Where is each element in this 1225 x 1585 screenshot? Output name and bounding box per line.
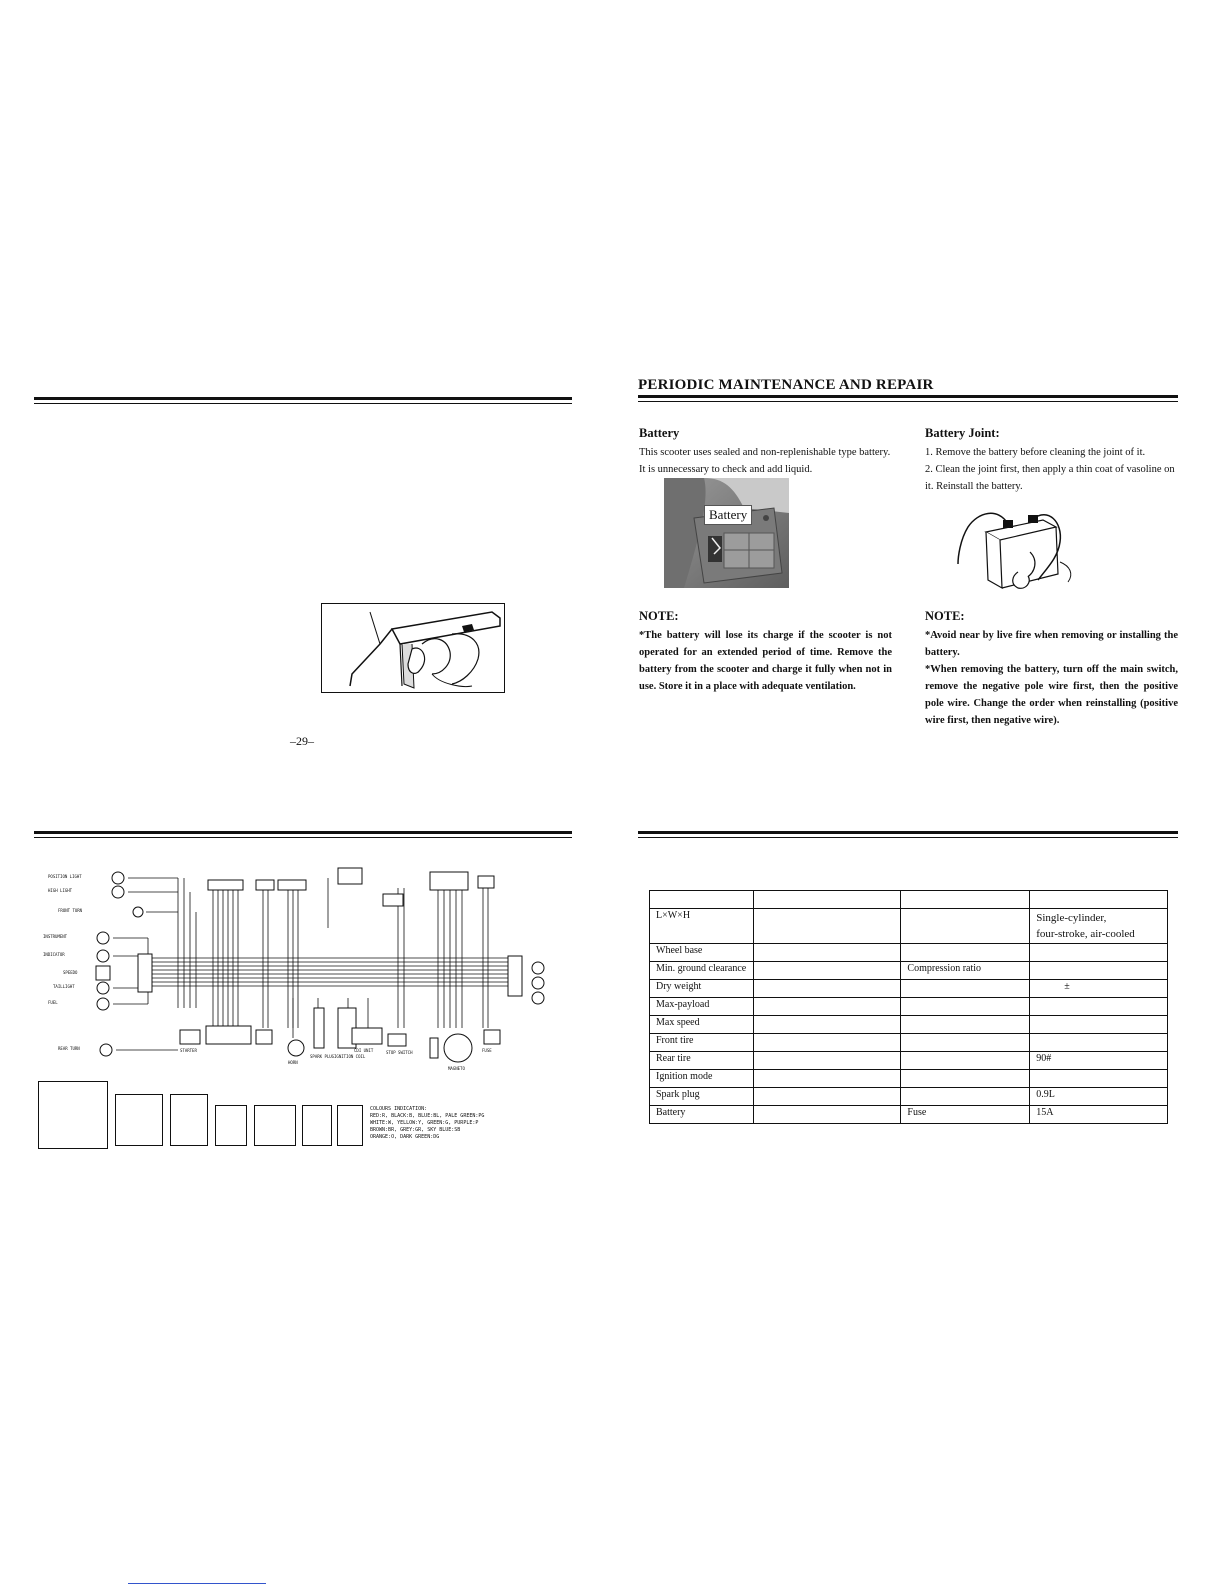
table-cell bbox=[901, 998, 1030, 1016]
note-left-title: NOTE: bbox=[639, 609, 679, 623]
battery-line-1: This scooter uses sealed and non-replenishable type battery. bbox=[639, 447, 891, 458]
table-row bbox=[650, 909, 1168, 944]
table-cell bbox=[650, 891, 754, 909]
table-cell: Battery bbox=[650, 1106, 754, 1124]
table-row bbox=[650, 891, 1168, 909]
table-row bbox=[650, 962, 1168, 980]
table-cell bbox=[1030, 1016, 1168, 1034]
table-cell bbox=[901, 891, 1030, 909]
colours-line-4: ORANGE:O, DARK GREEN:DG bbox=[370, 1134, 440, 1140]
table-cell bbox=[901, 1034, 1030, 1052]
switch-table-6 bbox=[302, 1105, 332, 1146]
wiring-diagram bbox=[38, 858, 573, 1080]
switch-table-7 bbox=[337, 1105, 363, 1146]
note-right-text-2: *When removing the battery, turn off the main switch, remove the negative pole wire first, then the positive pole wire. Change the order when reinstalling (positive wire first, then negative wire). bbox=[925, 664, 1178, 726]
table-cell bbox=[753, 1016, 901, 1034]
wiring-label-4: INDICATOR bbox=[43, 952, 65, 957]
wiring-bottom-4: CDI UNIT bbox=[354, 1048, 374, 1053]
table-cell: Front tire bbox=[650, 1034, 754, 1052]
wiring-label-3: INSTRUMENT bbox=[43, 934, 68, 939]
bottom-right-rule bbox=[638, 831, 1178, 834]
switch-table-4 bbox=[215, 1105, 247, 1146]
wiring-label-5: SPEEDO bbox=[63, 970, 78, 975]
top-left-rule-thin bbox=[34, 403, 572, 404]
table-row bbox=[650, 1052, 1168, 1070]
battery-line-2: It is unnecessary to check and add liquid. bbox=[639, 464, 813, 475]
colours-line-0: COLOURS INDICATION: bbox=[370, 1106, 428, 1112]
table-cell: 90# bbox=[1030, 1052, 1168, 1070]
table-cell bbox=[753, 1088, 901, 1106]
table-cell bbox=[901, 909, 1030, 944]
table-cell: Rear tire bbox=[650, 1052, 754, 1070]
colours-line-3: BROWN:BR, GREY:GR, SKY BLUE:SB bbox=[370, 1127, 461, 1133]
table-cell bbox=[901, 1088, 1030, 1106]
colours-indication bbox=[370, 1106, 520, 1141]
table-cell bbox=[753, 1106, 901, 1124]
wiring-label-1: HIGH LIGHT bbox=[48, 888, 73, 893]
table-row bbox=[650, 1106, 1168, 1124]
wiring-bottom-6: MAGNETO bbox=[448, 1066, 465, 1071]
wiring-label-6: TAILLIGHT bbox=[53, 984, 75, 989]
page-heading: PERIODIC MAINTENANCE AND REPAIR bbox=[638, 377, 934, 393]
top-right-rule bbox=[638, 395, 1178, 398]
note-left-text: *The battery will lose its charge if the scooter is not operated for an extended period of time. Remove the battery from the scooter and charge it fully when not in use. Store it in a place with adequate ventilation. bbox=[639, 630, 892, 692]
colours-line-1: RED:R, BLACK:B, BLUE:BL, PALE GREEN:PG bbox=[370, 1113, 485, 1119]
battery-joint-line-1: 1. Remove the battery before cleaning the joint of it. bbox=[925, 447, 1146, 458]
table-cell bbox=[1030, 1034, 1168, 1052]
wiring-bottom-7: FUSE bbox=[482, 1048, 492, 1053]
battery-joint-line-2: 2. Clean the joint first, then apply a thin coat of vasoline on bbox=[925, 464, 1175, 475]
table-cell bbox=[1030, 998, 1168, 1016]
switch-table-3 bbox=[170, 1094, 208, 1146]
table-cell bbox=[753, 998, 901, 1016]
battery-joint-illustration bbox=[948, 502, 1088, 592]
battery-joint-title: Battery Joint: bbox=[925, 426, 1000, 440]
table-row bbox=[650, 1070, 1168, 1088]
switch-table-1 bbox=[38, 1081, 108, 1149]
table-cell bbox=[753, 909, 901, 944]
table-cell: Fuse bbox=[901, 1106, 1030, 1124]
table-cell: Max-payload bbox=[650, 998, 754, 1016]
wiring-bottom-1: HORN bbox=[288, 1060, 298, 1065]
table-cell: Dry weight bbox=[650, 980, 754, 998]
wiring-label-2: FRONT TURN bbox=[58, 908, 83, 913]
table-cell bbox=[1030, 1070, 1168, 1088]
table-cell bbox=[753, 944, 901, 962]
wiring-bottom-5: STOP SWITCH bbox=[386, 1050, 413, 1055]
table-cell: 0.9L bbox=[1030, 1088, 1168, 1106]
table-cell bbox=[753, 980, 901, 998]
top-right-rule-thin bbox=[638, 401, 1178, 402]
table-cell: Single-cylinder, four-stroke, air-cooled bbox=[1030, 909, 1168, 944]
note-right-text-1: *Avoid near by live fire when removing or installing the battery. bbox=[925, 630, 1178, 658]
table-cell bbox=[753, 1070, 901, 1088]
note-left bbox=[639, 609, 892, 695]
wiring-bottom-3: IGNITION COIL bbox=[334, 1054, 366, 1059]
colours-line-2: WHITE:W, YELLOW:Y, GREEN:G, PURPLE:P bbox=[370, 1120, 479, 1126]
wiring-bottom-2: SPARK PLUG bbox=[310, 1054, 335, 1059]
table-cell: Spark plug bbox=[650, 1088, 754, 1106]
table-cell: L×W×H bbox=[650, 909, 754, 944]
table-cell bbox=[1030, 944, 1168, 962]
battery-handling-illustration bbox=[321, 603, 505, 693]
top-left-rule bbox=[34, 397, 572, 400]
wiring-label-9: REAR TURN bbox=[58, 1046, 80, 1051]
table-cell bbox=[753, 1052, 901, 1070]
wiring-label-7: FUEL bbox=[48, 1000, 58, 1005]
switch-table-5 bbox=[254, 1105, 296, 1146]
note-right-title: NOTE: bbox=[925, 609, 965, 623]
table-cell bbox=[1030, 891, 1168, 909]
table-row bbox=[650, 1088, 1168, 1106]
table-cell bbox=[901, 944, 1030, 962]
table-cell bbox=[1030, 962, 1168, 980]
table-row bbox=[650, 1034, 1168, 1052]
table-cell: 15A bbox=[1030, 1106, 1168, 1124]
table-cell bbox=[753, 1034, 901, 1052]
wiring-label-0: POSITION LIGHT bbox=[48, 874, 82, 879]
bottom-left-rule-thin bbox=[34, 837, 572, 838]
table-cell: Ignition mode bbox=[650, 1070, 754, 1088]
spec-table bbox=[649, 890, 1168, 1124]
battery-joint-section bbox=[925, 426, 1183, 495]
table-row bbox=[650, 998, 1168, 1016]
table-cell: Wheel base bbox=[650, 944, 754, 962]
bottom-right-rule-thin bbox=[638, 837, 1178, 838]
table-cell: ± bbox=[1030, 980, 1168, 998]
note-right bbox=[925, 609, 1178, 729]
battery-section bbox=[639, 426, 899, 478]
page-link-underline[interactable] bbox=[128, 1583, 266, 1584]
bottom-left-rule bbox=[34, 831, 572, 834]
table-cell: Min. ground clearance bbox=[650, 962, 754, 980]
table-cell bbox=[901, 1016, 1030, 1034]
table-cell bbox=[753, 962, 901, 980]
table-cell bbox=[901, 1070, 1030, 1088]
table-row bbox=[650, 980, 1168, 998]
page-number: –29– bbox=[290, 734, 314, 748]
table-cell: Max speed bbox=[650, 1016, 754, 1034]
table-cell bbox=[901, 980, 1030, 998]
wiring-bottom-0: STARTER bbox=[180, 1048, 197, 1053]
battery-photo bbox=[664, 478, 789, 588]
switch-table-2 bbox=[115, 1094, 163, 1146]
table-cell bbox=[901, 1052, 1030, 1070]
table-row bbox=[650, 944, 1168, 962]
table-cell: Compression ratio bbox=[901, 962, 1030, 980]
table-cell bbox=[753, 891, 901, 909]
battery-title: Battery bbox=[639, 426, 680, 440]
battery-joint-line-3: it. Reinstall the battery. bbox=[925, 481, 1023, 492]
table-row bbox=[650, 1016, 1168, 1034]
battery-photo-label: Battery bbox=[704, 505, 752, 525]
